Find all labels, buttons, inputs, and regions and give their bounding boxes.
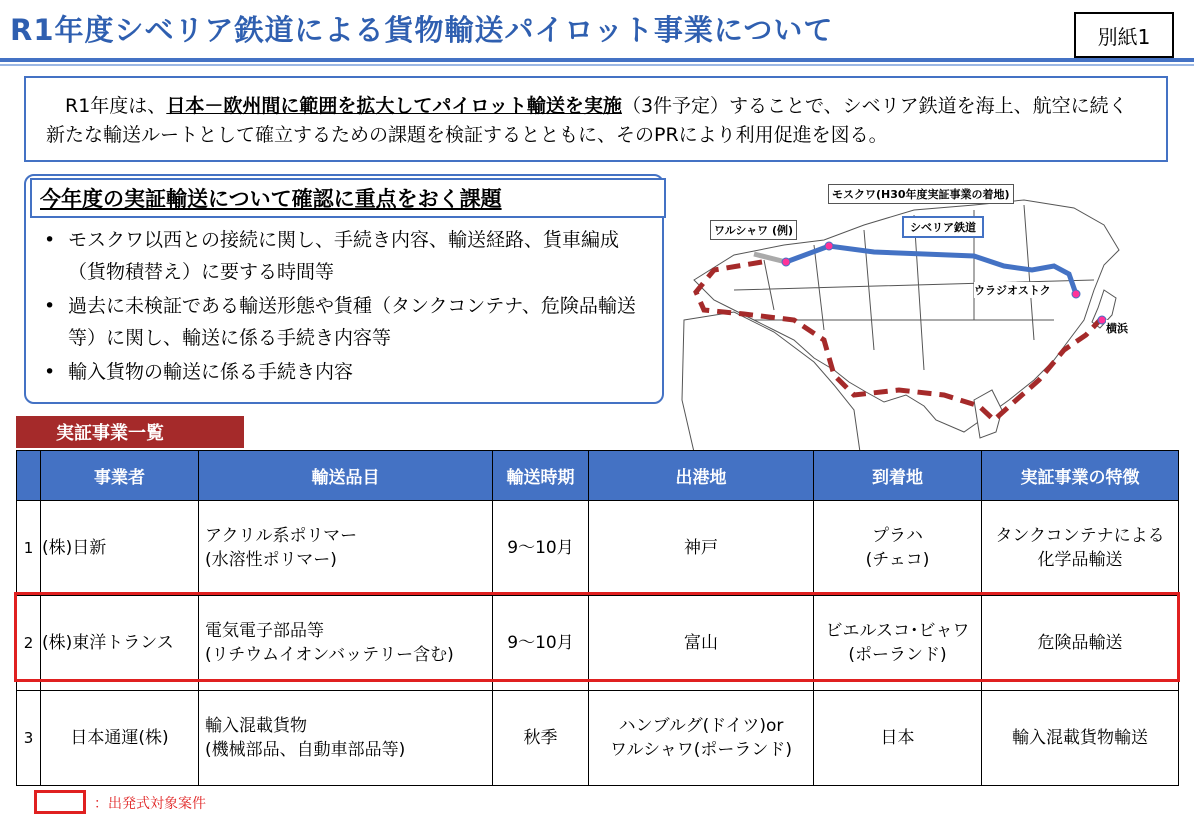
origin-cell <box>589 691 814 786</box>
title-rule <box>0 58 1194 62</box>
item-line: (水溶性ポリマー) <box>205 550 337 570</box>
header-cell: 事業者 <box>41 451 199 501</box>
company-cell: (株)東洋トランス <box>41 596 199 691</box>
siberia-label: シベリア鉄道 <box>902 216 984 238</box>
header-cell: 実証事業の特徴 <box>982 451 1179 501</box>
warsaw-label <box>710 220 797 240</box>
feature-line: タンクコンテナによる <box>995 526 1165 546</box>
vladivostok-dot <box>1072 290 1080 298</box>
destination-cell <box>814 596 982 691</box>
map-svg <box>674 170 1194 452</box>
row-number: 1 <box>17 501 41 596</box>
page-title: R1年度シベリア鉄道による貨物輸送パイロット事業について <box>10 13 834 47</box>
destination-cell <box>814 691 982 786</box>
moscow-dot <box>825 242 833 250</box>
header-cell <box>17 451 41 501</box>
appendix-badge: 別紙1 <box>1074 12 1174 58</box>
feature-line: 化学品輸送 <box>1037 550 1123 570</box>
warsaw-dot <box>782 258 790 266</box>
header-cell: 到着地 <box>814 451 982 501</box>
origin-cell <box>589 501 814 596</box>
item-cell <box>199 691 493 786</box>
projects-table <box>16 450 1179 786</box>
destination-cell <box>814 501 982 596</box>
route-map <box>674 170 1194 452</box>
item-line: アクリル系ポリマー <box>205 526 358 546</box>
destination-line: 日本 <box>880 728 915 748</box>
item-line: (リチウムイオンバッテリー含む) <box>205 645 454 665</box>
table-row <box>17 596 1179 691</box>
header-cell: 輸送品目 <box>199 451 493 501</box>
feature-line: 輸入混載貨物輸送 <box>1012 728 1148 748</box>
period-cell: 秋季 <box>493 691 589 786</box>
table-row <box>17 691 1179 786</box>
header-cell: 輸送時期 <box>493 451 589 501</box>
warsaw-note: (例) <box>772 224 794 237</box>
company-cell: (株)日新 <box>41 501 199 596</box>
item-line: 輸入混載貨物 <box>205 716 307 736</box>
origin-line: 神戸 <box>684 538 718 558</box>
issue-item: • 輸入貨物の輸送に係る手続き内容 <box>40 356 650 388</box>
period-cell: 9～10月 <box>493 501 589 596</box>
company-cell: 日本通運(株) <box>41 691 199 786</box>
table-header-row <box>17 451 1179 501</box>
yokohama-label: 横浜 <box>1106 322 1128 335</box>
feature-cell <box>982 501 1179 596</box>
table-tab: 実証事業一覧 <box>16 416 244 448</box>
intro-text <box>46 92 1146 150</box>
header-cell: 出港地 <box>589 451 814 501</box>
intro-part1: R1年度は、 <box>65 95 167 117</box>
destination-line: プラハ <box>872 526 923 546</box>
origin-cell <box>589 596 814 691</box>
vladivostok-label: ウラジオストク <box>974 284 1051 297</box>
item-line: (機械部品、自動車部品等) <box>205 740 406 760</box>
item-cell <box>199 596 493 691</box>
feature-line: 危険品輸送 <box>1037 633 1123 653</box>
feature-cell <box>982 596 1179 691</box>
issues-panel <box>24 174 664 404</box>
intro-emphasis: 日本－欧州間に範囲を拡大してパイロット輸送を実施 <box>166 95 622 117</box>
issue-item: • 過去に未検証である輸送形態や貨種（タンクコンテナ、危険品輸送等）に関し、輸送に係る手続き内容等 <box>40 290 650 354</box>
legend-swatch <box>34 790 86 814</box>
row-number: 2 <box>17 596 41 691</box>
row-number: 3 <box>17 691 41 786</box>
intro-part2: （3件予定）することで、シベリア鉄道を海上、航空に続く新たな輸送ルートとして確立するための課題を検証するとともに、そのPRにより利用促進を図る。 <box>46 95 1128 146</box>
origin-line: ハンブルグ(ドイツ)or <box>618 716 784 736</box>
origin-line: 富山 <box>684 633 718 653</box>
moscow-label: モスクワ(H30年度実証事業の着地) <box>828 184 1014 204</box>
issues-title: 今年度の実証輸送について確認に重点をおく課題 <box>30 178 666 218</box>
period-cell: 9～10月 <box>493 596 589 691</box>
intro-box <box>24 76 1168 162</box>
issues-list <box>40 224 650 390</box>
item-line: 電気電子部品等 <box>205 621 324 641</box>
legend-text: ：出発式対象案件 <box>94 796 206 812</box>
origin-line: ワルシャワ(ポーランド) <box>610 740 792 760</box>
issue-item: • モスクワ以西との接続に関し、手続き内容、輸送経路、貨車編成（貨物積替え）に要する時間等 <box>40 224 650 288</box>
warsaw-name: ワルシャワ <box>714 224 769 237</box>
item-cell <box>199 501 493 596</box>
destination-line: ビエルスコ･ビャワ <box>825 621 970 641</box>
destination-line: (ポーランド) <box>848 645 947 665</box>
destination-line: (チェコ) <box>865 550 930 570</box>
feature-cell <box>982 691 1179 786</box>
title-rule-thin <box>0 64 1194 66</box>
table-row <box>17 501 1179 596</box>
yokohama-dot <box>1098 316 1106 324</box>
